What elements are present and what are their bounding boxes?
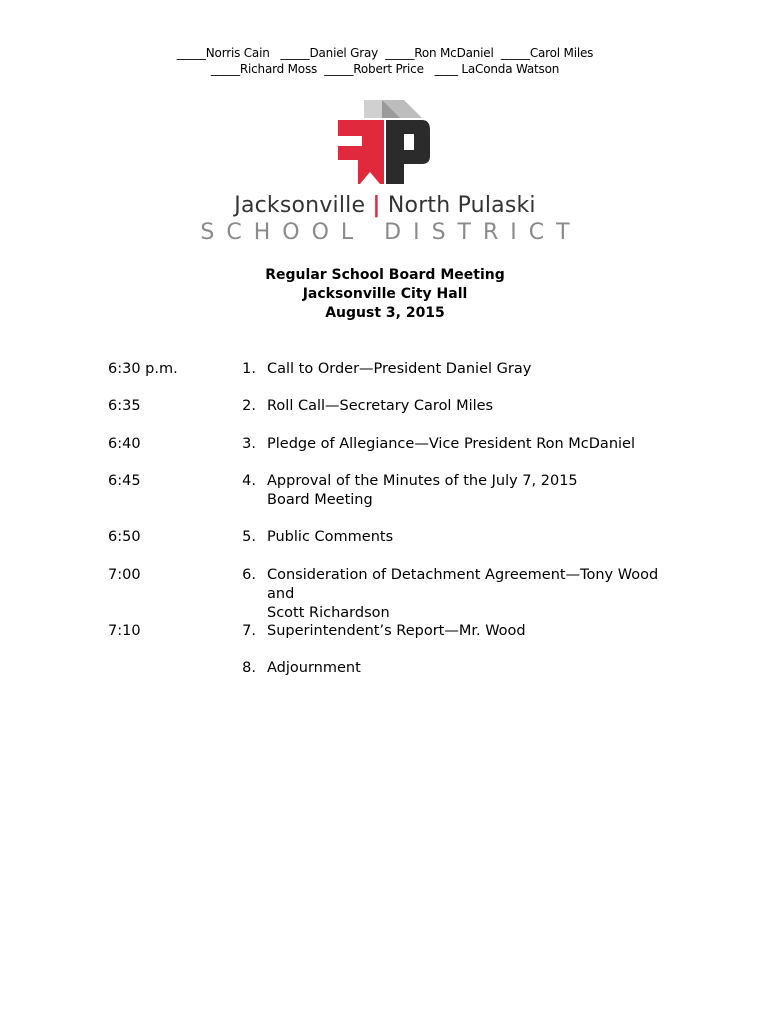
agenda-text: Pledge of Allegiance—Vice President Ron McDaniel bbox=[267, 436, 635, 452]
wordmark-separator: | bbox=[372, 193, 381, 218]
agenda-time: 7:10 bbox=[108, 623, 141, 639]
agenda-text-line-2: Board Meeting bbox=[267, 492, 373, 508]
agenda-text: Roll Call—Secretary Carol Miles bbox=[267, 398, 494, 414]
agenda-time: 6:35 bbox=[108, 398, 141, 414]
agenda-time: 7:00 bbox=[108, 567, 141, 583]
agenda-number: 2. bbox=[242, 398, 256, 414]
meeting-heading bbox=[0, 266, 770, 323]
district-subtitle: SCHOOL DISTRICT bbox=[200, 220, 582, 245]
agenda-text bbox=[267, 566, 677, 623]
meeting-title: Regular School Board Meeting bbox=[265, 267, 505, 283]
agenda-number: 4. bbox=[242, 473, 256, 489]
agenda-number: 7. bbox=[242, 623, 256, 639]
agenda-time: 6:50 bbox=[108, 529, 141, 545]
wordmark-right: North Pulaski bbox=[387, 193, 536, 218]
agenda-time: 6:30 p.m. bbox=[108, 361, 178, 377]
roll-call-line-1: _____Norris Cain _____Daniel Gray _____Ron McDaniel _____Carol Miles bbox=[176, 46, 594, 60]
agenda-text: Superintendent’s Report—Mr. Wood bbox=[267, 623, 526, 639]
agenda-time: 6:40 bbox=[108, 436, 141, 452]
agenda-number: 5. bbox=[242, 529, 256, 545]
roll-call-line-2: _____Richard Moss _____Robert Price ____ LaConda Watson bbox=[210, 62, 560, 76]
agenda-number: 6. bbox=[242, 567, 256, 583]
agenda-number: 8. bbox=[242, 660, 256, 676]
jnp-logo bbox=[334, 98, 434, 188]
agenda-text bbox=[267, 472, 677, 510]
agenda-number: 3. bbox=[242, 436, 256, 452]
wordmark-left: Jacksonville bbox=[234, 193, 366, 218]
meeting-date: August 3, 2015 bbox=[325, 305, 445, 321]
agenda-text-line-2: Scott Richardson bbox=[267, 605, 390, 621]
agenda-text-line-1: Consideration of Detachment Agreement—Tony Wood and bbox=[267, 567, 659, 602]
agenda-text-line-1: Approval of the Minutes of the July 7, 2015 bbox=[267, 473, 578, 489]
agenda-text: Adjournment bbox=[267, 660, 361, 676]
agenda-number: 1. bbox=[242, 361, 256, 377]
jnp-logo-icon bbox=[334, 98, 434, 188]
agenda-text: Call to Order—President Daniel Gray bbox=[267, 361, 532, 377]
agenda-time: 6:45 bbox=[108, 473, 141, 489]
agenda-text: Public Comments bbox=[267, 529, 394, 545]
district-wordmark bbox=[0, 193, 770, 218]
meeting-location: Jacksonville City Hall bbox=[302, 286, 468, 302]
